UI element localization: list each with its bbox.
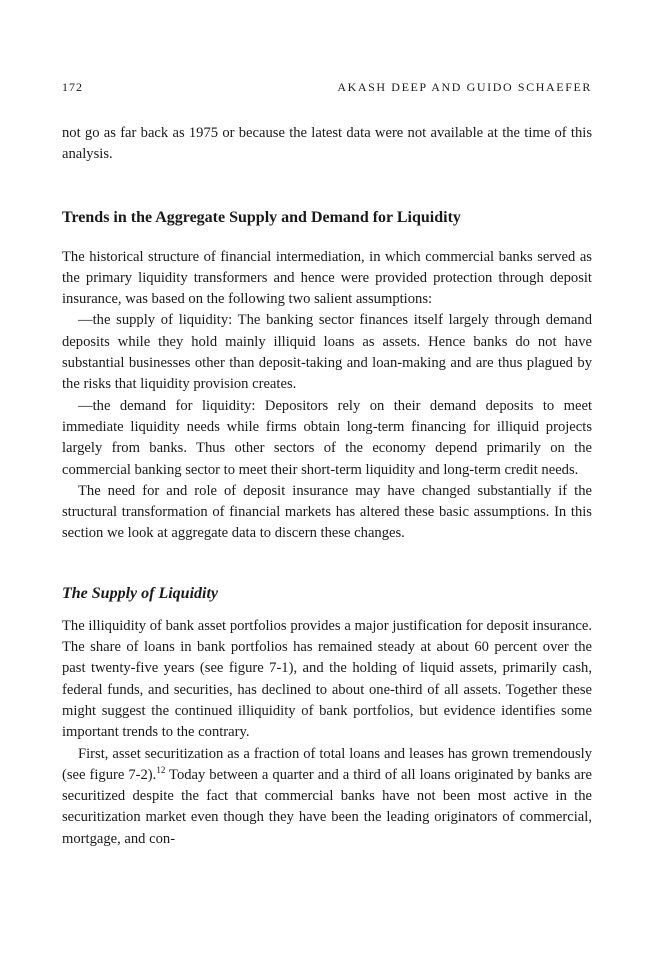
- footnote-reference[interactable]: 12: [156, 764, 166, 775]
- section-paragraph: —the supply of liquidity: The banking sector finances itself largely through demand deposits while they hold mainly illiquid loans as assets. Hence banks do not have substantial businesses other than deposit-taking and loan-making and are thus plagued by the risks that liquidity provision creates.: [62, 312, 592, 393]
- running-head-authors: AKASH DEEP AND GUIDO SCHAEFER: [337, 80, 592, 94]
- page-number: 172: [62, 80, 83, 94]
- running-head: [62, 80, 592, 95]
- book-page: [62, 80, 592, 850]
- paragraph-text-after-note: Today between a quarter and a third of all loans originated by banks are securitized despite the fact that commercial banks have not been most active in the securitization market even though they have been the leading originators of commercial, mortgage, and con-: [62, 766, 592, 847]
- section-paragraph: The need for and role of deposit insurance may have changed substantially if the structural transformation of financial markets has altered these basic assumptions. In this section we look at aggregate data to discern these changes.: [62, 482, 592, 542]
- section-paragraph: —the demand for liquidity: Depositors rely on their demand deposits to meet immediate liquidity needs while firms obtain long-term financing for illiquid projects largely from banks. Thus other sectors of the economy depend primarily on the commercial banking sector to meet their short-term liquidity and long-term credit needs.: [62, 397, 592, 478]
- subsection-heading: The Supply of Liquidity: [62, 584, 218, 602]
- intro-paragraph: not go as far back as 1975 or because the latest data were not available at the time of this analysis.: [62, 125, 592, 163]
- section-paragraph: The historical structure of financial intermediation, in which commercial banks served as the primary liquidity transformers and hence were provided protection through deposit insurance, was based on the following two salient assumptions:: [62, 248, 592, 308]
- subsection-paragraph-with-note: [62, 744, 592, 850]
- section-heading: Trends in the Aggregate Supply and Demand for Liquidity: [62, 208, 461, 226]
- paragraph-text-before-note: First, asset securitization as a fraction of total loans and leases has grown tremendously (see figure 7-2).: [62, 745, 592, 783]
- subsection-paragraph: The illiquidity of bank asset portfolios provides a major justification for deposit insurance. The share of loans in bank portfolios has remained steady at about 60 percent over the past twenty-five years (see figure 7-1), and the holding of liquid assets, primarily cash, federal funds, and securities, has declined to about one-third of all assets. Together these might suggest the continued illiquidity of bank portfolios, but evidence identifies some important trends to the contrary.: [62, 617, 592, 741]
